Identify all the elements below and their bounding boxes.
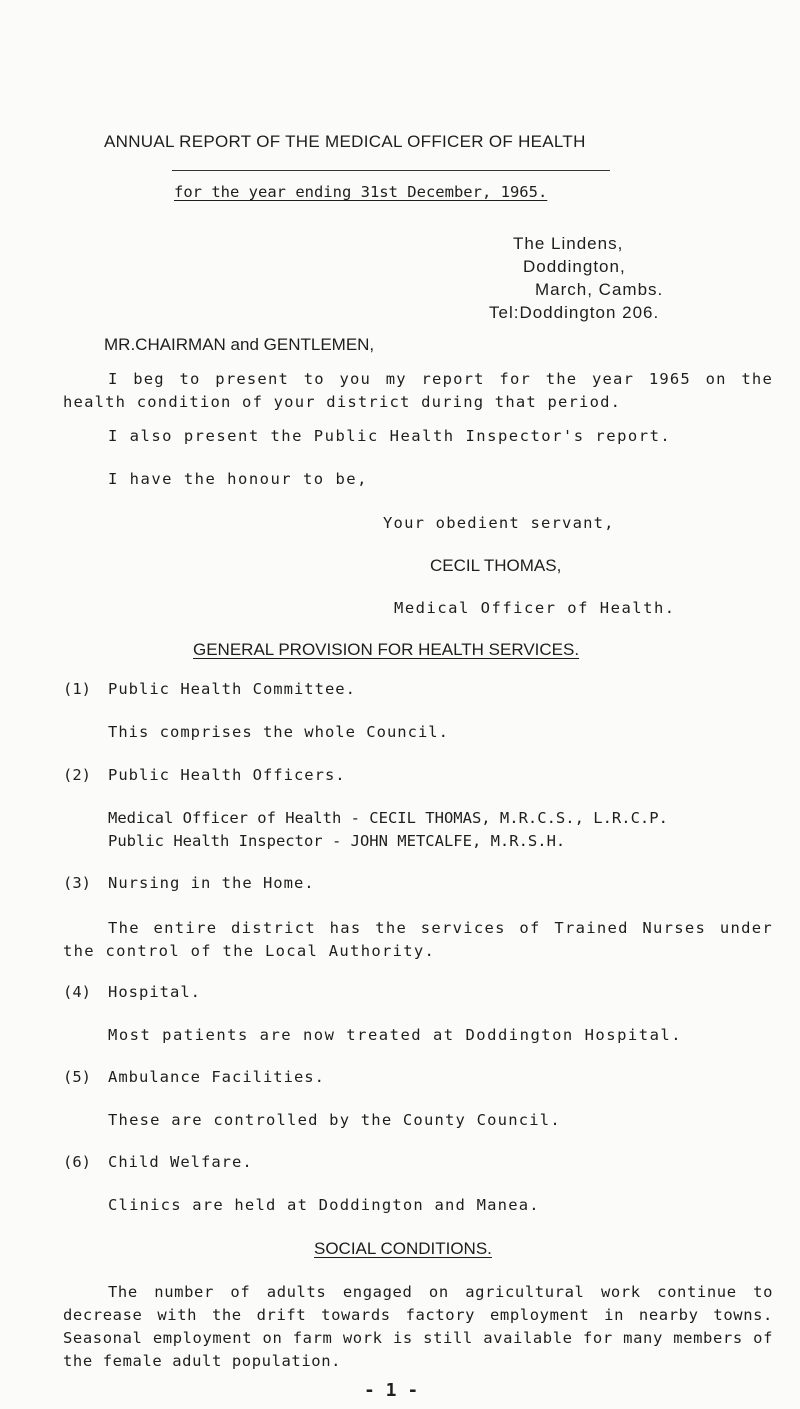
salutation: MR.CHAIRMAN and GENTLEMEN, (104, 335, 375, 354)
item-number: (2) (63, 766, 91, 784)
item-number: (3) (63, 874, 91, 892)
address-line: March, Cambs. (535, 280, 664, 299)
report-subtitle: for the year ending 31st December, 1965. (174, 183, 548, 201)
item-title: Ambulance Facilities. (108, 1068, 325, 1086)
report-title: ANNUAL REPORT OF THE MEDICAL OFFICER OF HEALTH (104, 132, 586, 151)
letter-paragraph: I have the honour to be, (108, 470, 368, 488)
section-heading: GENERAL PROVISION FOR HEALTH SERVICES. (193, 640, 580, 659)
item-text: These are controlled by the County Council. (108, 1111, 561, 1129)
item-title: Hospital. (108, 983, 201, 1001)
item-number: (4) (63, 983, 91, 1001)
item-title: Child Welfare. (108, 1153, 253, 1171)
address-line: The Lindens, (513, 234, 624, 253)
page-number: - 1 - (364, 1380, 419, 1401)
item-text: Public Health Inspector - JOHN METCALFE, M.R.S.H. (108, 832, 566, 850)
item-title: Nursing in the Home. (108, 874, 315, 892)
section-heading: SOCIAL CONDITIONS. (314, 1239, 492, 1258)
letter-paragraph: I beg to present to you my report for the year 1965 on the health condition of your district during that period. (63, 370, 773, 411)
address-line: Doddington, (523, 257, 626, 276)
item-title: Public Health Officers. (108, 766, 346, 784)
letter-paragraph: I also present the Public Health Inspector's report. (108, 427, 672, 445)
item-text: Most patients are now treated at Doddington Hospital. (108, 1026, 683, 1044)
item-text: The entire district has the services of Trained Nurses under the control of the Local Authority. (63, 919, 773, 960)
signature: CECIL THOMAS, (430, 556, 562, 575)
signatory-role: Medical Officer of Health. (394, 599, 676, 617)
item-title: Public Health Committee. (108, 680, 356, 698)
letter-closing: Your obedient servant, (383, 514, 615, 532)
item-text: Medical Officer of Health - CECIL THOMAS, M.R.C.S., L.R.C.P. (108, 809, 668, 827)
item-number: (1) (63, 680, 91, 698)
title-rule (172, 170, 610, 171)
item-text: This comprises the whole Council. (108, 723, 449, 741)
item-text: Clinics are held at Doddington and Manea. (108, 1196, 540, 1214)
address-line: Tel:Doddington 206. (489, 303, 660, 322)
item-number: (6) (63, 1153, 91, 1171)
social-paragraph: The number of adults engaged on agricultural work continue to decrease with the drift towards factory employment in nearby towns. Seasonal employment on farm work is still available for many members of the female adult population. (63, 1283, 773, 1370)
item-number: (5) (63, 1068, 91, 1086)
